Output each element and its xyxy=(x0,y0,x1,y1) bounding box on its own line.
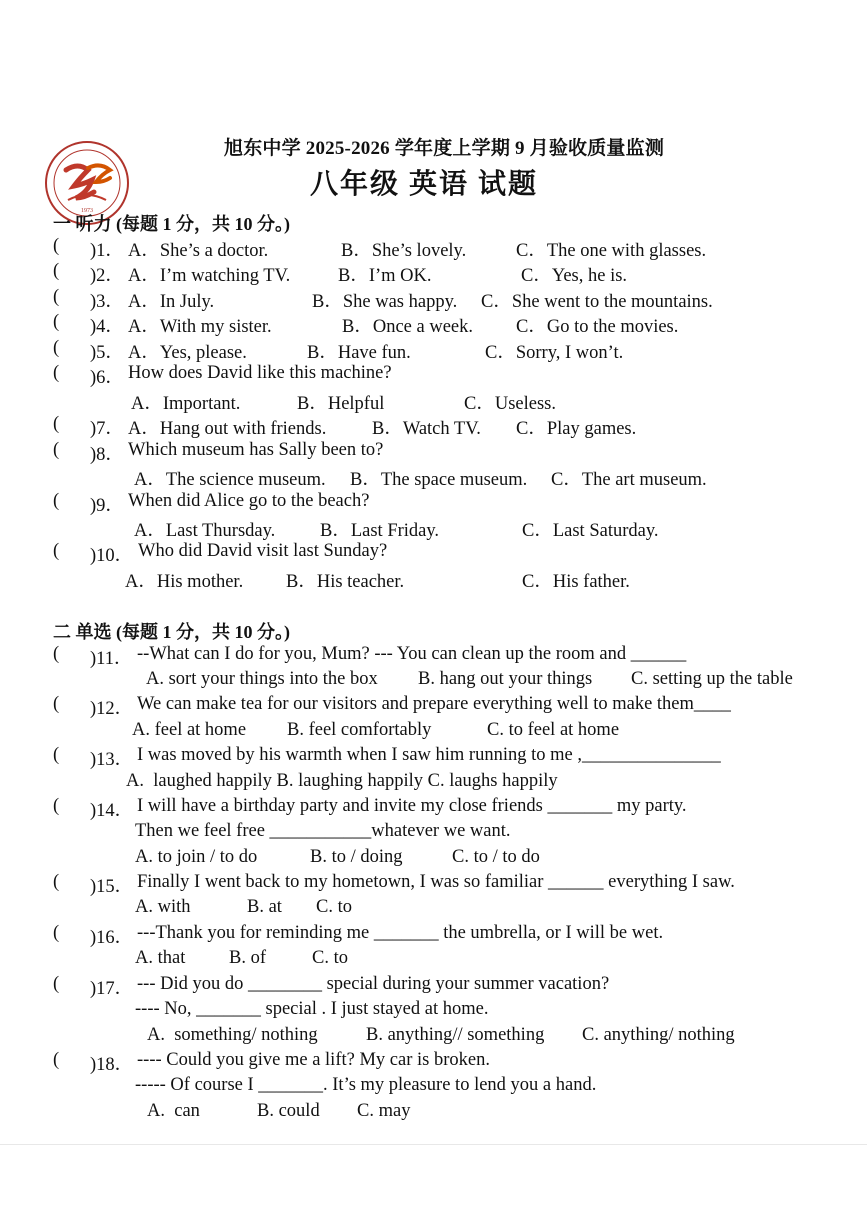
option-a: A．The science museum. xyxy=(134,470,326,490)
question-stem: We can make tea for our visitors and prepare everything well to make them____ xyxy=(137,694,731,714)
option-a: A．I’m watching TV. xyxy=(128,266,291,286)
option-b: B. could xyxy=(257,1101,320,1121)
option-b: B．Once a week. xyxy=(342,317,473,337)
exam-subtitle: 八年级 英语 试题 xyxy=(310,169,539,200)
option-a: A．In July. xyxy=(128,292,215,312)
answer-bracket: ( xyxy=(53,414,87,434)
question-number: )9． xyxy=(90,496,124,516)
option-c: C．The art museum. xyxy=(551,470,707,490)
answer-bracket: ( xyxy=(53,338,87,358)
svg-text:1973: 1973 xyxy=(81,208,93,214)
option-c: C．His father. xyxy=(522,572,630,592)
answer-bracket: ( xyxy=(53,796,87,816)
answer-bracket: ( xyxy=(53,541,87,561)
answer-bracket: ( xyxy=(53,1050,87,1070)
question-stem: ---Thank you for reminding me _______ the umbrella, or I will be wet. xyxy=(137,923,664,943)
option-c: C．She went to the mountains. xyxy=(481,292,713,312)
option-c: C．Play games. xyxy=(516,419,637,439)
answer-bracket: ( xyxy=(53,287,87,307)
option-b: B. of xyxy=(229,948,266,968)
answer-bracket: ( xyxy=(53,363,87,383)
option-a: A．Yes, please. xyxy=(128,343,247,363)
question-number: )5． xyxy=(90,343,124,363)
question-number: )17． xyxy=(90,979,134,999)
question-number: )11． xyxy=(90,649,133,669)
question-number: )14． xyxy=(90,801,134,821)
option-c: C．Go to the movies. xyxy=(516,317,679,337)
option-c: C. anything/ nothing xyxy=(582,1025,735,1045)
question-number: )12． xyxy=(90,699,134,719)
question-stem: I was moved by his warmth when I saw him running to me ,_______________ xyxy=(137,745,721,765)
question-stem-continued: ----- Of course I _______. It’s my pleasure to lend you a hand. xyxy=(135,1075,597,1095)
option-b: B. hang out your things xyxy=(418,669,593,689)
option-a: A. that xyxy=(135,948,186,968)
option-a: A．Important. xyxy=(131,394,241,414)
option-c: C．The one with glasses. xyxy=(516,241,707,261)
question-stem-continued: Then we feel free ___________whatever we want. xyxy=(135,821,511,841)
question-number: )2． xyxy=(90,266,124,286)
option-c: C．Sorry, I won’t. xyxy=(485,343,624,363)
question-number: )7． xyxy=(90,419,124,439)
option-b: B．The space museum. xyxy=(350,470,528,490)
question-stem: I will have a birthday party and invite my close friends _______ my party. xyxy=(137,796,687,816)
option-a: A．Hang out with friends. xyxy=(128,419,327,439)
option-c: C. to / to do xyxy=(452,847,540,867)
option-a: A．Last Thursday. xyxy=(134,521,276,541)
page-bottom-divider xyxy=(0,1144,867,1145)
option-b: B．She’s lovely. xyxy=(341,241,467,261)
answer-bracket: ( xyxy=(53,872,87,892)
option-c: C. to xyxy=(312,948,348,968)
option-b: B．His teacher. xyxy=(286,572,405,592)
answer-bracket: ( xyxy=(53,974,87,994)
question-number: )18． xyxy=(90,1055,134,1075)
question-stem-continued: ---- No, _______ special . I just stayed at home. xyxy=(135,999,489,1019)
option-b: B. to / doing xyxy=(310,847,403,867)
question-stem: Which museum has Sally been to? xyxy=(128,440,384,460)
option-c: C．Yes, he is. xyxy=(521,266,628,286)
answer-bracket: ( xyxy=(53,440,87,460)
option-a: A. sort your things into the box xyxy=(146,669,378,689)
option-b: B．Have fun. xyxy=(307,343,411,363)
question-stem: When did Alice go to the beach? xyxy=(128,491,370,511)
option-a: A．She’s a doctor. xyxy=(128,241,269,261)
answer-bracket: ( xyxy=(53,644,87,664)
option-c: C. setting up the table xyxy=(631,669,793,689)
question-number: )10． xyxy=(90,546,134,566)
section-single-choice-title: 二 单选 (每题 1 分，共 10 分。) xyxy=(53,622,290,642)
options-line: A. laughed happily B. laughing happily C. laughs happily xyxy=(126,771,558,791)
option-a: A. can xyxy=(147,1101,200,1121)
answer-bracket: ( xyxy=(53,923,87,943)
question-stem: --What can I do for you, Mum? --- You can clean up the room and ______ xyxy=(137,644,687,664)
question-stem: ---- Could you give me a lift? My car is broken. xyxy=(137,1050,490,1070)
question-number: )3． xyxy=(90,292,124,312)
question-stem: How does David like this machine? xyxy=(128,363,392,383)
option-b: B. anything// something xyxy=(366,1025,545,1045)
option-b: B．I’m OK. xyxy=(338,266,432,286)
option-a: A. feel at home xyxy=(132,720,247,740)
answer-bracket: ( xyxy=(53,236,87,256)
question-stem: --- Did you do ________ special during your summer vacation? xyxy=(137,974,610,994)
question-number: )1． xyxy=(90,241,124,261)
option-b: B．Watch TV. xyxy=(372,419,481,439)
question-stem: Finally I went back to my hometown, I was so familiar ______ everything I saw. xyxy=(137,872,735,892)
option-a: A．With my sister. xyxy=(128,317,272,337)
option-c: C．Last Saturday. xyxy=(522,521,659,541)
answer-bracket: ( xyxy=(53,312,87,332)
option-a: A. to join / to do xyxy=(135,847,258,867)
option-b: B. feel comfortably xyxy=(287,720,432,740)
question-number: )13． xyxy=(90,750,134,770)
question-number: )8． xyxy=(90,445,124,465)
option-a: A. something/ nothing xyxy=(147,1025,318,1045)
answer-bracket: ( xyxy=(53,261,87,281)
option-a: A．His mother. xyxy=(125,572,244,592)
option-b: B．Last Friday. xyxy=(320,521,440,541)
question-number: )16． xyxy=(90,928,134,948)
question-stem: Who did David visit last Sunday? xyxy=(138,541,388,561)
answer-bracket: ( xyxy=(53,694,87,714)
option-a: A. with xyxy=(135,897,191,917)
answer-bracket: ( xyxy=(53,491,87,511)
question-number: )15． xyxy=(90,877,134,897)
answer-bracket: ( xyxy=(53,745,87,765)
option-c: C．Useless. xyxy=(464,394,556,414)
option-b: B．She was happy. xyxy=(312,292,458,312)
exam-title: 旭东中学 2025-2026 学年度上学期 9 月验收质量监测 xyxy=(224,138,665,159)
question-number: )4． xyxy=(90,317,124,337)
option-c: C. to xyxy=(316,897,352,917)
option-b: B. at xyxy=(247,897,282,917)
option-c: C. may xyxy=(357,1101,411,1121)
section-listening-title: 一 听力 (每题 1 分，共 10 分。) xyxy=(53,214,290,234)
option-c: C. to feel at home xyxy=(487,720,620,740)
question-number: )6． xyxy=(90,368,124,388)
option-b: B．Helpful xyxy=(297,394,385,414)
